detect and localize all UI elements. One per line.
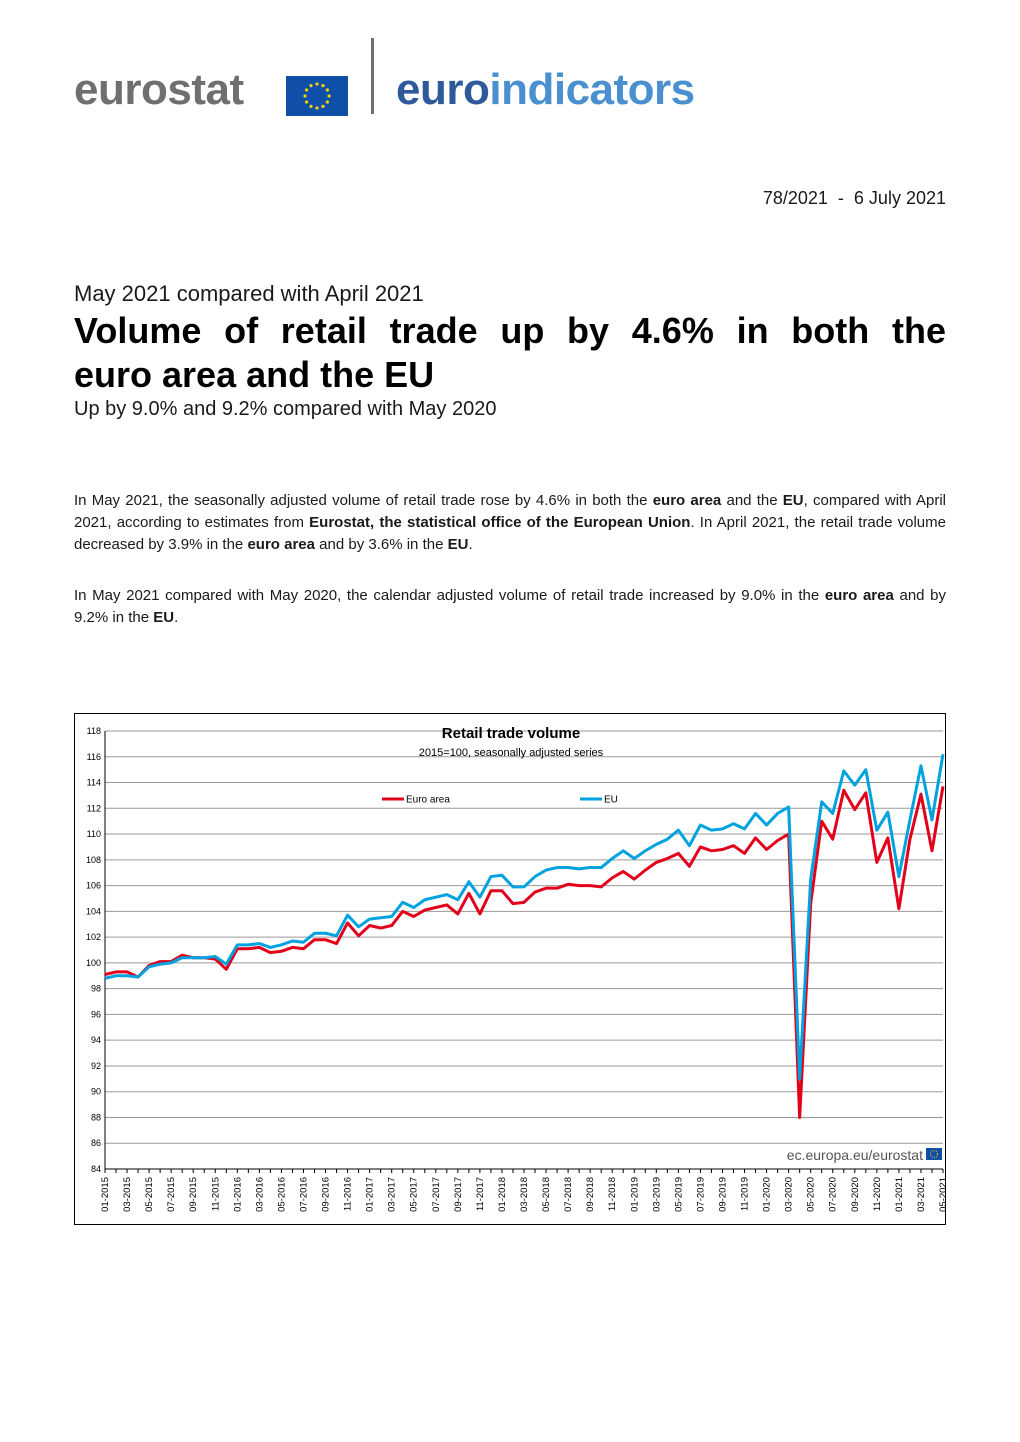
x-tick-label: 07-2016 <box>298 1177 310 1212</box>
y-tick-label: 116 <box>86 751 101 762</box>
eu-flag-icon <box>286 76 348 116</box>
header-logo <box>74 38 774 118</box>
x-tick-label: 03-2018 <box>519 1177 530 1212</box>
y-axis-ticks <box>86 726 101 1174</box>
logo-divider <box>371 38 374 114</box>
y-tick-label: 86 <box>90 1138 101 1149</box>
x-tick-label: 11-2017 <box>474 1177 486 1212</box>
y-tick-label: 84 <box>90 1164 101 1174</box>
y-tick-label: 94 <box>90 1035 101 1046</box>
x-tick-label: 09-2020 <box>849 1177 861 1212</box>
x-tick-label: 05-2017 <box>408 1177 420 1212</box>
headline-title-line2: euro area and the EU <box>74 354 435 395</box>
x-tick-label: 01-2018 <box>496 1177 508 1212</box>
x-tick-label: 03-2016 <box>254 1177 266 1212</box>
x-tick-label: 05-2016 <box>276 1177 288 1212</box>
y-tick-label: 88 <box>90 1112 101 1123</box>
x-tick-label: 09-2015 <box>188 1177 200 1212</box>
x-tick-label: 01-2016 <box>232 1177 244 1212</box>
x-tick-label: 01-2021 <box>893 1177 905 1212</box>
x-tick-label: 03-2020 <box>783 1177 795 1212</box>
x-tick-label: 07-2015 <box>166 1177 178 1212</box>
x-tick-label: 03-2021 <box>915 1177 927 1212</box>
headline-title <box>74 309 946 397</box>
x-tick-label: 11-2015 <box>210 1177 222 1212</box>
chart-title: Retail trade volume <box>441 725 581 742</box>
x-axis-ticks <box>100 1169 949 1212</box>
chart-svg <box>75 714 949 1224</box>
x-tick-label: 03-2019 <box>651 1177 663 1212</box>
y-tick-label: 118 <box>86 726 101 736</box>
x-tick-label: 03-2015 <box>122 1177 134 1212</box>
body-paragraph-2: In May 2021 compared with May 2020, the calendar adjusted volume of retail trade increased by 9.0% in the euro area and by 9.2% in the EU. <box>74 587 946 626</box>
legend-label: Euro area <box>406 794 450 806</box>
legend-label: EU <box>604 794 618 806</box>
y-tick-label: 106 <box>85 880 101 891</box>
x-tick-label: 05-2015 <box>144 1177 156 1212</box>
x-tick-label: 07-2019 <box>695 1177 707 1212</box>
chart-subtitle: 2015=100, seasonally adjusted series <box>418 747 604 759</box>
x-tick-label: 01-2017 <box>364 1177 376 1212</box>
y-tick-label: 112 <box>86 803 101 814</box>
eurostat-logo-text: eurostat <box>74 65 244 114</box>
x-tick-label: 11-2020 <box>871 1177 883 1212</box>
x-tick-label: 11-2016 <box>342 1177 354 1212</box>
release-reference: 78/2021 - 6 July 2021 <box>762 188 946 208</box>
euroindicators-logo-text: euroindicators <box>396 65 695 114</box>
x-tick-label: 05-2018 <box>541 1177 553 1212</box>
chart-source <box>787 1147 942 1163</box>
y-tick-label: 100 <box>85 957 101 968</box>
x-tick-label: 09-2019 <box>717 1177 729 1212</box>
x-tick-label: 11-2018 <box>607 1177 619 1212</box>
y-tick-label: 92 <box>90 1060 101 1071</box>
x-tick-label: 09-2018 <box>585 1177 597 1212</box>
source-label: ec.europa.eu/eurostat <box>786 1147 923 1163</box>
headline-subtitle: Up by 9.0% and 9.2% compared with May 2020 <box>74 398 497 420</box>
y-tick-label: 102 <box>85 932 101 943</box>
source-eu-flag-icon <box>926 1148 942 1160</box>
x-tick-label: 01-2020 <box>761 1177 773 1212</box>
x-tick-label: 07-2018 <box>563 1177 575 1212</box>
x-tick-label: 07-2020 <box>827 1177 839 1212</box>
x-tick-label: 01-2015 <box>100 1177 111 1212</box>
headline-title-line1: Volume of retail trade up by 4.6% in both the <box>74 310 946 351</box>
y-tick-label: 98 <box>90 983 101 994</box>
chart-legend <box>382 795 618 806</box>
y-tick-label: 90 <box>90 1086 101 1097</box>
y-tick-label: 96 <box>90 1009 101 1020</box>
y-tick-label: 104 <box>85 906 101 917</box>
x-tick-label: 09-2017 <box>452 1177 464 1212</box>
y-tick-label: 110 <box>86 829 101 840</box>
x-tick-label: 09-2016 <box>320 1177 332 1212</box>
x-tick-label: 05-2020 <box>805 1177 817 1212</box>
x-tick-label: 05-2019 <box>673 1177 685 1212</box>
chart-grid <box>105 731 943 1169</box>
y-tick-label: 108 <box>85 854 101 865</box>
x-tick-label: 07-2017 <box>430 1177 442 1212</box>
body-paragraph-1: In May 2021, the seasonally adjusted volume of retail trade rose by 4.6% in both the euro area and the EU, compared with April 2021, according to estimates from Eurostat, the statistical office of the European Union. In April 2021, the retail trade volume decreased by 3.9% in the euro area and by 3.6% in the EU. <box>74 492 946 553</box>
x-tick-label: 03-2017 <box>386 1177 398 1212</box>
series-line-eu <box>105 754 943 1079</box>
x-tick-label: 05-2021 <box>938 1177 949 1212</box>
x-tick-label: 01-2019 <box>629 1177 641 1212</box>
retail-trade-chart <box>74 713 949 1225</box>
y-tick-label: 114 <box>86 777 101 788</box>
headline-kicker: May 2021 compared with April 2021 <box>74 281 424 306</box>
x-tick-label: 11-2019 <box>739 1177 751 1212</box>
